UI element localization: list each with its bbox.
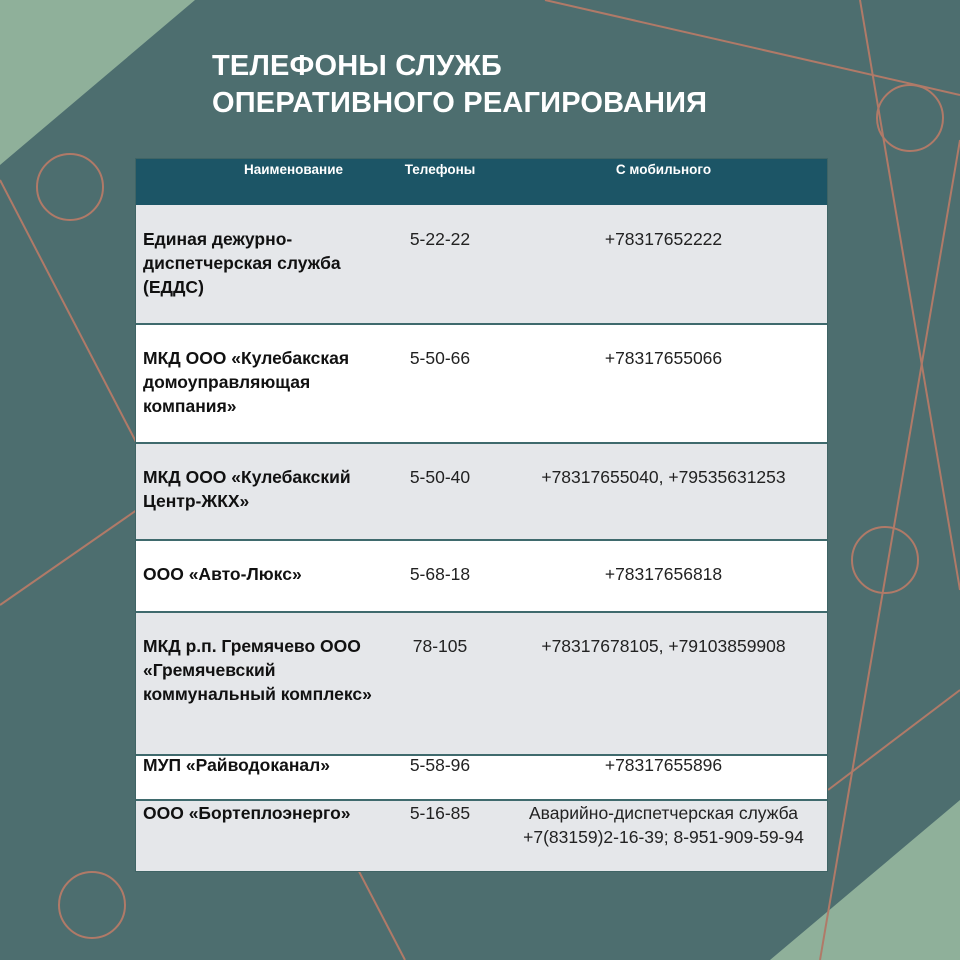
deco-circle bbox=[37, 154, 103, 220]
header-mobile: С мобильного bbox=[615, 162, 712, 177]
page-title bbox=[212, 48, 707, 122]
row-phone: 5-50-40 bbox=[409, 467, 471, 487]
row-name: ООО «Авто-Люкс» bbox=[143, 564, 302, 584]
row-mobile: +78317655896 bbox=[604, 755, 723, 775]
deco-circle bbox=[59, 872, 125, 938]
row-name: МУП «Райводоканал» bbox=[143, 755, 330, 775]
corner-triangle-top-left bbox=[0, 0, 195, 165]
row-mobile: +78317652222 bbox=[604, 229, 723, 249]
deco-line bbox=[860, 0, 960, 590]
phones-table bbox=[135, 158, 828, 872]
row-phone: 5-68-18 bbox=[409, 564, 471, 584]
table-row bbox=[136, 541, 827, 611]
row-mobile: +78317655040, +79535631253 bbox=[541, 467, 786, 487]
row-name: МКД ООО «Кулебакский Центр-ЖКХ» bbox=[143, 467, 351, 511]
row-phone: 5-58-96 bbox=[409, 755, 471, 775]
table-row bbox=[136, 205, 827, 323]
table-header bbox=[136, 159, 827, 205]
table-row bbox=[136, 613, 827, 754]
row-name: Единая дежурно-диспетчерская служба (ЕДДС) bbox=[143, 229, 341, 297]
table-row bbox=[136, 801, 827, 871]
row-name: МКД ООО «Кулебакская домоуправляющая компания» bbox=[143, 348, 350, 416]
row-phone: 5-16-85 bbox=[409, 803, 471, 823]
title-line-2: ОПЕРАТИВНОГО РЕАГИРОВАНИЯ bbox=[212, 87, 708, 119]
deco-circle bbox=[877, 85, 943, 151]
table-row bbox=[136, 444, 827, 539]
row-phone: 5-22-22 bbox=[409, 229, 471, 249]
row-mobile: +78317655066 bbox=[604, 348, 723, 368]
row-name: МКД р.п. Гремячево ООО «Гремячевский коммунальный комплекс» bbox=[143, 636, 372, 704]
table-row bbox=[136, 756, 827, 799]
row-mobile: +78317656818 bbox=[604, 564, 723, 584]
header-name: Наименование bbox=[243, 162, 344, 177]
row-mobile: +78317678105, +79103859908 bbox=[541, 636, 786, 656]
deco-line bbox=[828, 690, 960, 790]
row-name: ООО «Бортеплоэнерго» bbox=[143, 803, 351, 823]
row-mobile: Аварийно-диспетчерская служба +7(83159)2-16-39; 8-951-909-59-94 bbox=[523, 803, 804, 847]
header-phones: Телефоны bbox=[404, 162, 476, 177]
row-phone: 78-105 bbox=[412, 636, 468, 656]
row-phone: 5-50-66 bbox=[409, 348, 471, 368]
title-line-1: ТЕЛЕФОНЫ СЛУЖБ bbox=[212, 50, 502, 82]
table-row bbox=[136, 325, 827, 442]
